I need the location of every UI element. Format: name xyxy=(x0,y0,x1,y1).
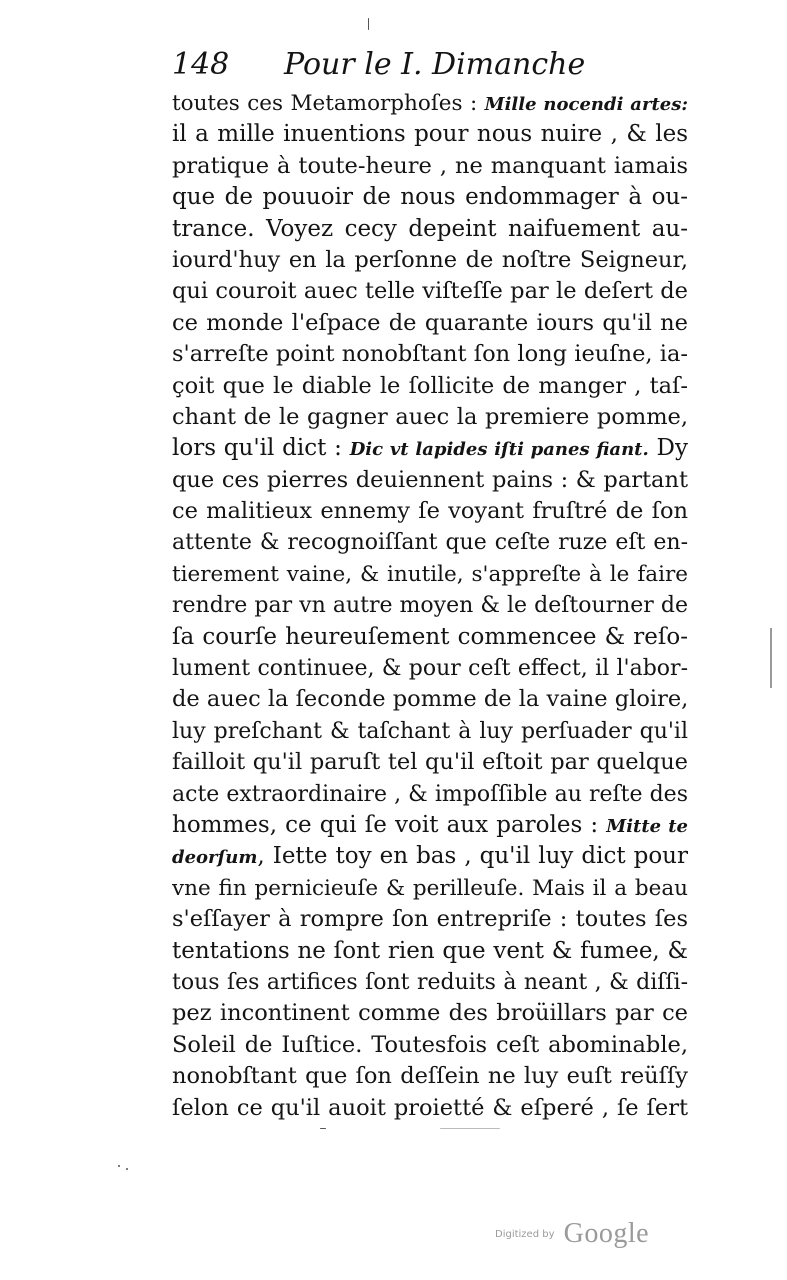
watermark-brand: Google xyxy=(563,1218,650,1249)
text-line xyxy=(172,716,688,747)
text-line-roman: vne fin pernicieuſe & perilleuſe. Mais il a beau xyxy=(172,875,688,901)
text-line xyxy=(172,1030,688,1061)
text-line xyxy=(172,1061,688,1092)
text-line xyxy=(172,339,688,370)
page-header xyxy=(172,42,592,92)
latin-quotation: Mille nocendi artes: xyxy=(484,94,688,115)
text-line-roman: ſa courſe heureuſement commencee & reſo- xyxy=(172,623,688,650)
scan-speck xyxy=(320,1128,326,1129)
text-line-roman: toutes ces Metamorphoſes : xyxy=(172,91,485,116)
text-line-roman: tous ſes artifices ſont reduits à neant , & diſſi- xyxy=(172,969,688,995)
text-line xyxy=(172,276,688,307)
text-line-roman: Soleil de Iuſtice. Toutesfois ceſt abominable, xyxy=(172,1031,688,1058)
text-line xyxy=(172,402,688,433)
text-line xyxy=(172,559,688,590)
text-line-roman: pez incontinent comme des broüillars par ce xyxy=(172,1000,688,1027)
text-line-roman: il a mille inuentions pour nous nuire , & les xyxy=(172,121,688,148)
text-line-roman: Dy xyxy=(648,435,688,462)
page-number: 148 xyxy=(172,47,230,82)
text-line-roman: lors qu'il dict : xyxy=(172,435,350,462)
body-text xyxy=(172,88,688,1124)
text-line-roman: ce malitieux ennemy ſe voyant fruſtré de ſon xyxy=(172,498,688,525)
text-line-roman: que ces pierres deuiennent pains : & partant xyxy=(172,466,688,493)
margin-mark xyxy=(770,628,772,688)
text-line-roman: failloit qu'il paruſt tel qu'il eſtoit par quelque xyxy=(172,749,688,776)
text-line-roman: que de pouuoir de nous endommager à ou- xyxy=(172,184,688,211)
text-line-roman: hommes, ce qui ſe voit aux paroles : xyxy=(172,811,607,838)
text-line xyxy=(172,1093,688,1124)
text-line-roman: qui couroit auec telle viſteſſe par le deſert de xyxy=(172,278,688,305)
text-line xyxy=(172,590,688,621)
text-line-roman: pratique à toute-heure , ne manquant iamais xyxy=(172,152,688,179)
scan-speck xyxy=(126,1168,128,1170)
scan-speck xyxy=(368,18,369,30)
text-line-roman: lument continuee, & pour ceſt effect, il l'abor- xyxy=(172,656,688,682)
text-line xyxy=(172,904,688,935)
text-line xyxy=(172,936,688,967)
text-line xyxy=(172,151,688,182)
text-line-roman: rendre par vn autre moyen & le deſtourner de xyxy=(172,593,688,619)
text-line-roman: chant de le gagner auec la premiere pomme, xyxy=(172,403,688,430)
text-line xyxy=(172,622,688,653)
text-line xyxy=(172,998,688,1029)
running-title: Pour le I. Dimanche xyxy=(284,47,586,82)
text-line xyxy=(172,527,688,558)
text-line xyxy=(172,496,688,527)
text-line xyxy=(172,810,688,841)
text-line-roman: acte extraordinaire , & impoſſible au reſte des xyxy=(172,781,688,807)
text-line xyxy=(172,873,688,904)
text-line-roman: iourd'huy en la perſonne de noſtre Seigneur, xyxy=(172,246,688,273)
text-line-roman: çoit que le diable le ſollicite de manger , taſ- xyxy=(172,372,688,399)
text-line xyxy=(172,747,688,778)
text-line xyxy=(172,88,688,119)
text-line xyxy=(172,308,688,339)
text-line-roman: nonobſtant que ſon deſſein ne luy euſt reüſſy xyxy=(172,1063,688,1090)
text-line xyxy=(172,119,688,150)
text-line xyxy=(172,182,688,213)
text-line-roman: , Iette toy en bas , qu'il luy dict pour xyxy=(257,843,688,870)
latin-quotation: deorſum xyxy=(172,847,258,869)
watermark-prefix: Digitized by xyxy=(495,1228,555,1240)
text-line xyxy=(172,214,688,245)
text-line xyxy=(172,967,688,998)
text-line xyxy=(172,433,688,464)
text-line-roman: ce monde l'eſpace de quarante iours qu'il ne xyxy=(172,309,688,336)
text-line xyxy=(172,245,688,276)
text-line-roman: attente & recognoiſſant que ceſte ruze eſt en- xyxy=(172,530,688,556)
text-line-roman: s'eſſayer à rompre ſon entrepriſe : toutes ſes xyxy=(172,906,688,933)
text-line-roman: s'arreſte point nonobſtant ſon long ieuſne, ia- xyxy=(172,341,688,368)
latin-quotation: Mitte te xyxy=(606,815,688,837)
text-line-roman: de auec la ſeconde pomme de la vaine gloire, xyxy=(172,686,688,713)
text-line-roman: ſelon ce qu'il auoit proietté & eſperé , ſe ſert xyxy=(172,1094,688,1121)
text-line xyxy=(172,841,688,872)
text-line xyxy=(172,779,688,810)
text-line-roman: trance. Voyez cecy depeint naifuement au- xyxy=(172,215,688,242)
text-line-roman: luy preſchant & taſchant à luy perſuader qu'il xyxy=(172,718,688,744)
latin-quotation: Dic vt lapides iſti panes fiant. xyxy=(349,439,649,461)
digitized-by-google-watermark xyxy=(495,1218,649,1250)
text-line xyxy=(172,371,688,402)
text-line-roman: tierement vaine, & inutile, s'appreſte à le faire xyxy=(172,561,688,587)
text-line-roman: tentations ne ſont rien que vent & fumee, & xyxy=(172,937,688,964)
text-line xyxy=(172,653,688,684)
scan-speck xyxy=(118,1165,120,1167)
text-line xyxy=(172,465,688,496)
text-line xyxy=(172,684,688,715)
scan-speck xyxy=(440,1128,500,1129)
